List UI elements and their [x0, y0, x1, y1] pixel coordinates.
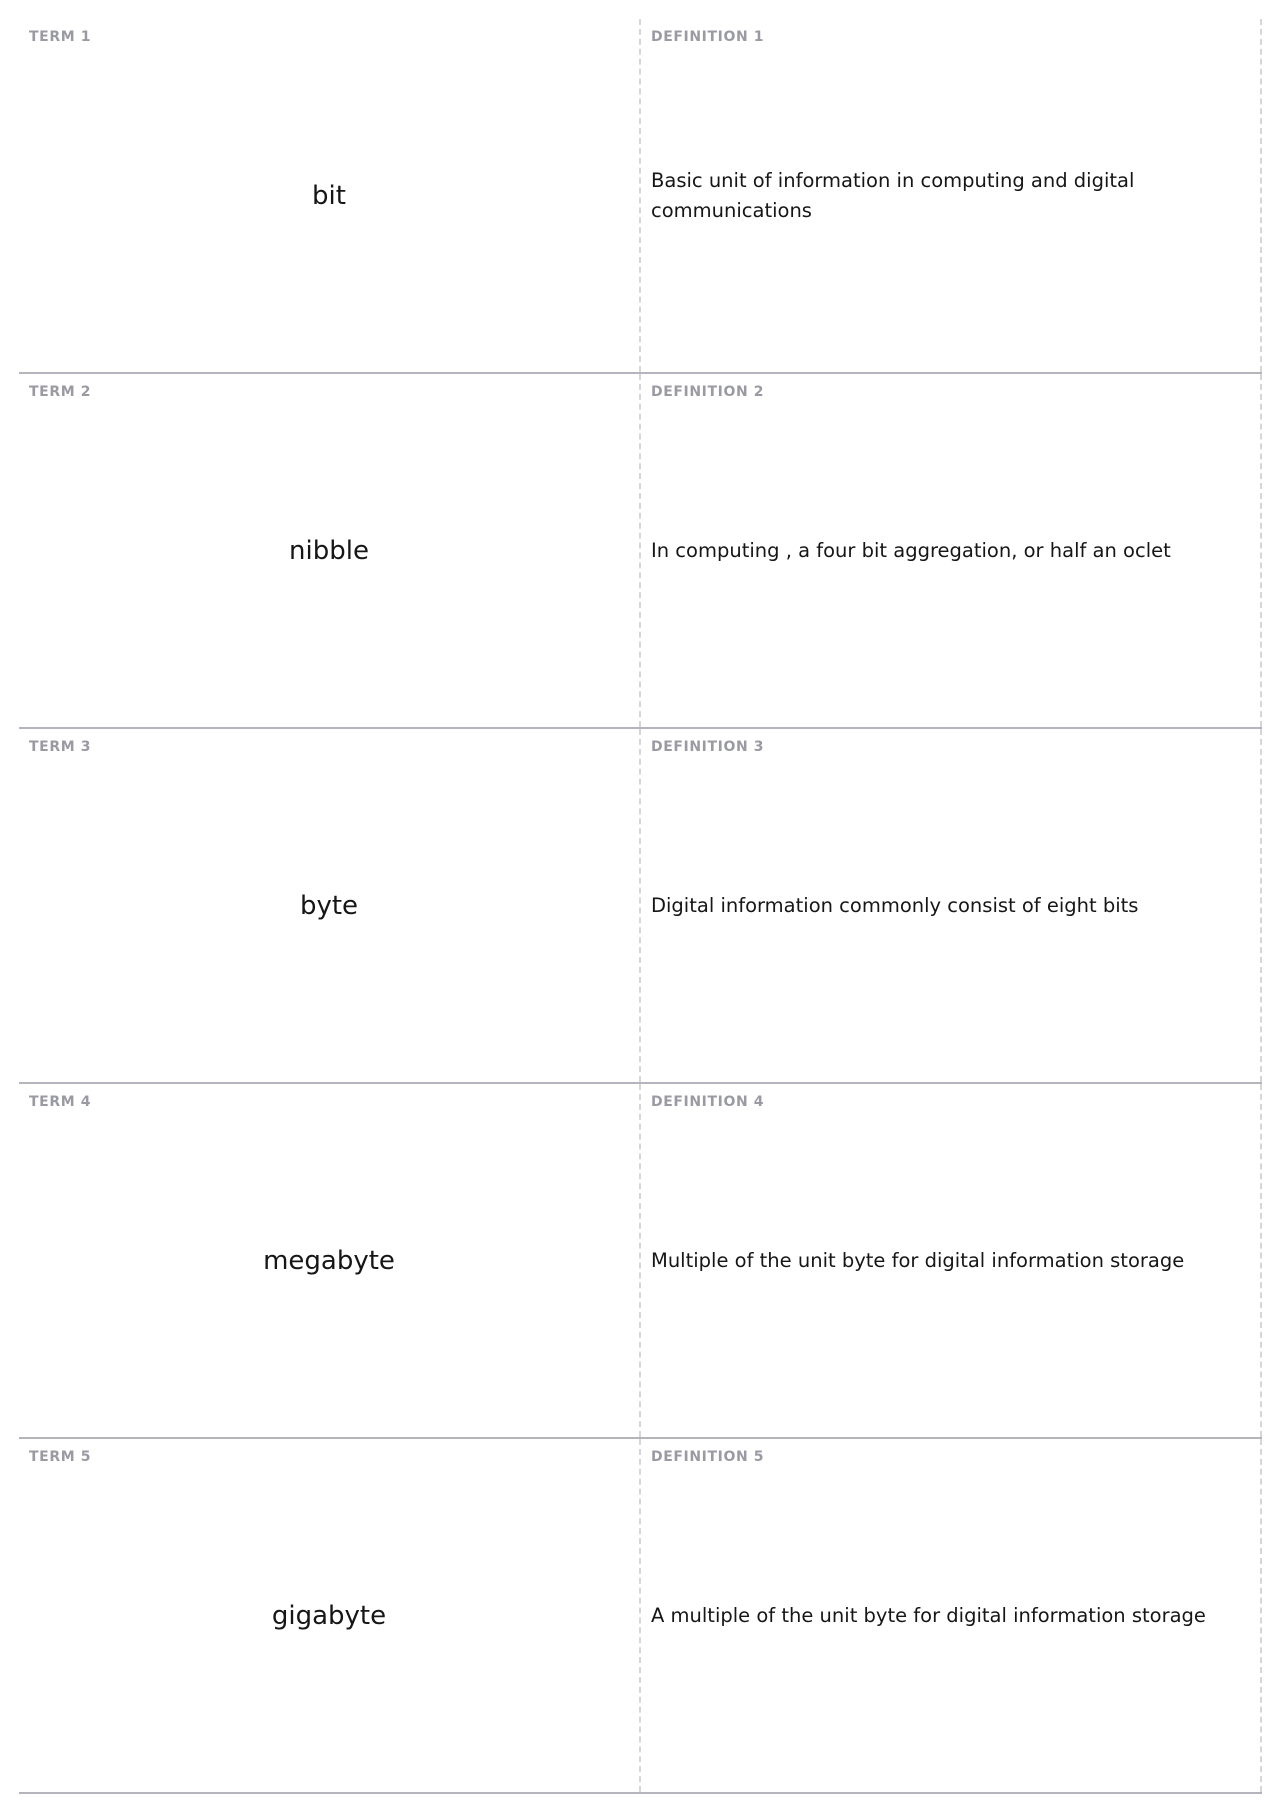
- term-text: megabyte: [263, 1245, 395, 1276]
- term-cell: [19, 374, 641, 727]
- term-label: TERM 2: [29, 384, 92, 400]
- definition-label: DEFINITION 1: [651, 29, 765, 45]
- definition-text: Digital information commonly consist of eight bits: [651, 893, 1139, 917]
- definition-cell: [641, 19, 1262, 372]
- term-label: TERM 4: [29, 1094, 92, 1110]
- definition-label: DEFINITION 4: [651, 1094, 765, 1110]
- term-cell: [19, 1084, 641, 1437]
- term-text: bit: [312, 180, 346, 211]
- definition-cell: [641, 1084, 1262, 1437]
- definition-text: A multiple of the unit byte for digital information storage: [651, 1603, 1206, 1627]
- flashcard-row-4: [19, 1084, 1262, 1439]
- definition-label: DEFINITION 3: [651, 739, 765, 755]
- term-label: TERM 1: [29, 29, 92, 45]
- definition-cell: [641, 374, 1262, 727]
- term-text: byte: [299, 890, 359, 921]
- flashcard-row-3: [19, 729, 1262, 1084]
- term-label: TERM 5: [29, 1449, 92, 1465]
- flashcard-row-5: [19, 1439, 1262, 1794]
- term-text: nibble: [289, 535, 369, 566]
- flashcard-sheet: [19, 19, 1262, 1794]
- term-cell: [19, 1439, 641, 1792]
- definition-cell: [641, 729, 1262, 1082]
- definition-label: DEFINITION 2: [651, 384, 765, 400]
- term-label: TERM 3: [29, 739, 92, 755]
- flashcard-row-2: [19, 374, 1262, 729]
- definition-text: In computing , a four bit aggregation, or half an oclet: [651, 538, 1171, 562]
- definition-label: DEFINITION 5: [651, 1449, 765, 1465]
- term-text: gigabyte: [271, 1600, 387, 1631]
- flashcard-row-1: [19, 19, 1262, 374]
- definition-cell: [641, 1439, 1262, 1792]
- definition-text: Multiple of the unit byte for digital information storage: [651, 1248, 1185, 1272]
- definition-text: Basic unit of information in computing and digital communications: [651, 168, 1135, 222]
- term-cell: [19, 19, 641, 372]
- term-cell: [19, 729, 641, 1082]
